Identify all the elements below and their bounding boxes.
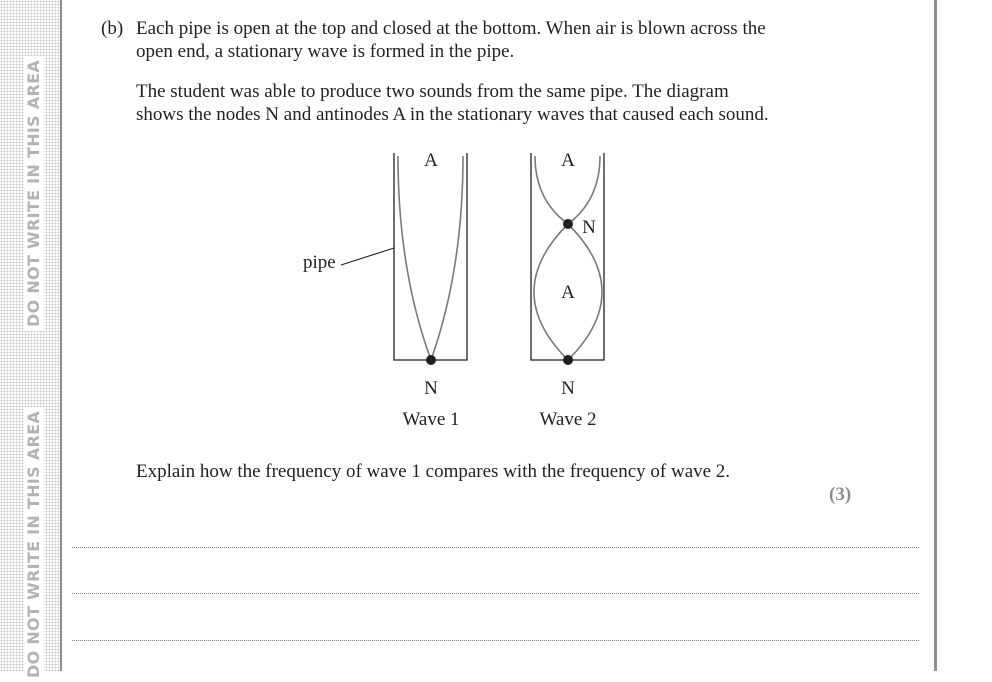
margin-label-lower: DO NOT WRITE IN THIS AREA bbox=[24, 407, 44, 682]
wave2-middle-node-dot bbox=[563, 219, 573, 229]
diagram-description-line-2: shows the nodes N and antinodes A in the stationary waves that caused each sound. bbox=[136, 104, 769, 125]
wave1-bottom-node-dot bbox=[426, 355, 436, 365]
intro-line-2: open end, a stationary wave is formed in the pipe. bbox=[136, 41, 515, 62]
wave2-top-antinode-label: A bbox=[561, 150, 575, 171]
wave2-bottom-node-dot bbox=[563, 355, 573, 365]
wave2-middle-antinode-label: A bbox=[561, 282, 575, 303]
diagram-description-line-1: The student was able to produce two sounds from the same pipe. The diagram bbox=[136, 81, 729, 102]
margin-label-upper: DO NOT WRITE IN THIS AREA bbox=[24, 56, 44, 331]
part-label: (b) bbox=[101, 18, 124, 39]
answer-line-1[interactable] bbox=[72, 547, 919, 548]
wave2-bottom-node-label: N bbox=[561, 378, 575, 399]
marks-badge: (3) bbox=[829, 484, 852, 505]
question-prompt: Explain how the frequency of wave 1 compares with the frequency of wave 2. bbox=[136, 461, 731, 482]
intro-line-1: Each pipe is open at the top and closed at the bottom. When air is blown across the bbox=[136, 18, 766, 39]
pipe-label: pipe bbox=[303, 252, 336, 273]
wave1-top-antinode-label: A bbox=[424, 150, 438, 171]
answer-line-2[interactable] bbox=[72, 593, 919, 594]
answer-line-3[interactable] bbox=[72, 640, 919, 641]
wave2-middle-node-label: N bbox=[582, 217, 596, 238]
pipe-leader-line bbox=[341, 248, 394, 265]
wave1-caption: Wave 1 bbox=[402, 409, 460, 430]
wave1-envelope-left bbox=[398, 156, 431, 360]
wave2-caption: Wave 2 bbox=[539, 409, 597, 430]
wave1-bottom-node-label: N bbox=[424, 378, 438, 399]
wave1-envelope-right bbox=[431, 156, 463, 360]
